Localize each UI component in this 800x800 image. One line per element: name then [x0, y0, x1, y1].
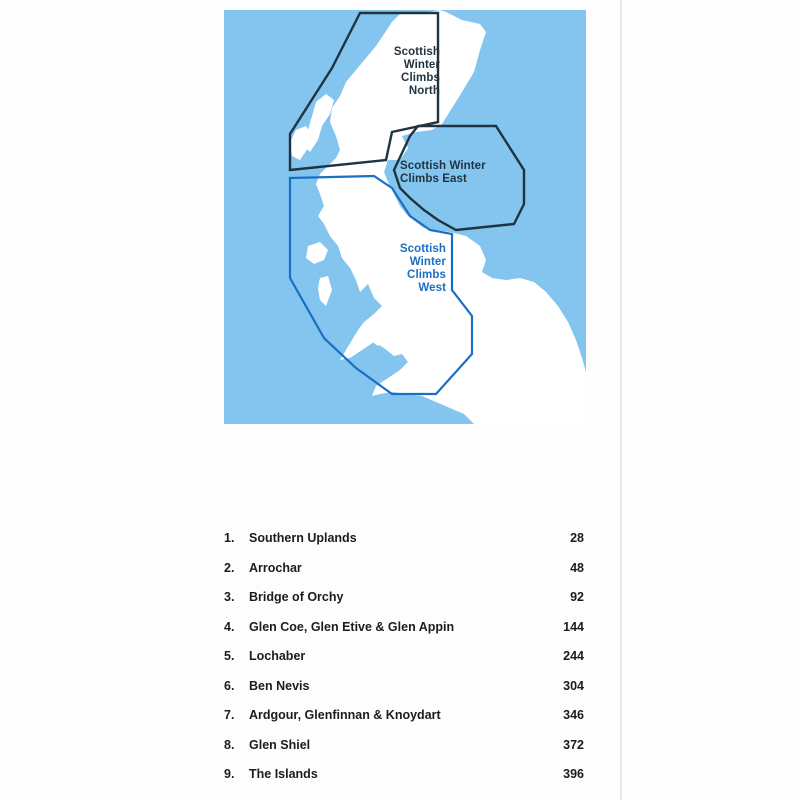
toc-page-number: 372: [563, 737, 584, 752]
toc-title: Ardgour, Glenfinnan & Knoydart: [249, 708, 441, 722]
toc-title: Glen Shiel: [249, 737, 311, 752]
toc-number: 7.: [224, 708, 235, 722]
toc-entry[interactable]: [224, 557, 584, 587]
toc-number: 2.: [224, 560, 235, 575]
region-label-line: Climbs: [401, 72, 440, 84]
toc-number: 5.: [224, 649, 235, 663]
toc-entry[interactable]: [224, 675, 584, 705]
toc-page-number: 144: [563, 619, 584, 634]
toc-number: 9.: [224, 767, 235, 781]
table-of-contents: [224, 527, 584, 793]
toc-page-number: 48: [570, 560, 584, 575]
toc-title: The Islands: [249, 767, 318, 781]
region-label-line: Scottish Winter: [400, 160, 486, 172]
toc-title: Bridge of Orchy: [249, 590, 344, 604]
toc-entry[interactable]: [224, 704, 584, 734]
toc-page-number: 304: [563, 678, 584, 693]
toc-page-number: 396: [563, 767, 584, 781]
toc-entry[interactable]: [224, 586, 584, 616]
toc-number: 6.: [224, 678, 235, 693]
toc-number: 1.: [224, 531, 235, 545]
toc-entry[interactable]: [224, 616, 584, 646]
toc-title: Arrochar: [249, 560, 302, 575]
toc-page-number: 346: [563, 708, 584, 722]
toc-entry[interactable]: [224, 527, 584, 557]
toc-title: Southern Uplands: [249, 531, 357, 545]
region-label-east: [400, 160, 500, 186]
region-label-line: Scottish: [393, 46, 440, 58]
region-label-line: Scottish: [399, 243, 446, 255]
region-label-line: West: [418, 282, 446, 294]
page-edge: [620, 0, 622, 800]
toc-entry[interactable]: [224, 645, 584, 675]
region-label-line: Winter: [409, 256, 446, 268]
region-label-line: North: [408, 85, 440, 97]
region-label-line: Winter: [403, 59, 440, 71]
toc-entry[interactable]: [224, 734, 584, 764]
region-label-north: [374, 46, 440, 98]
toc-number: 3.: [224, 590, 235, 604]
toc-title: Lochaber: [249, 649, 306, 663]
region-label-west: [384, 243, 446, 295]
toc-number: 8.: [224, 737, 235, 752]
toc-page-number: 244: [563, 649, 584, 663]
toc-entry[interactable]: [224, 763, 584, 793]
toc-title: Glen Coe, Glen Etive & Glen Appin: [249, 619, 455, 634]
toc-page-number: 92: [570, 590, 584, 604]
scotland-map: [224, 10, 586, 424]
toc-number: 4.: [224, 619, 235, 634]
toc-page-number: 28: [570, 531, 584, 545]
region-label-line: Climbs: [407, 269, 446, 281]
toc-title: Ben Nevis: [249, 678, 310, 693]
region-label-line: Climbs East: [400, 173, 467, 185]
